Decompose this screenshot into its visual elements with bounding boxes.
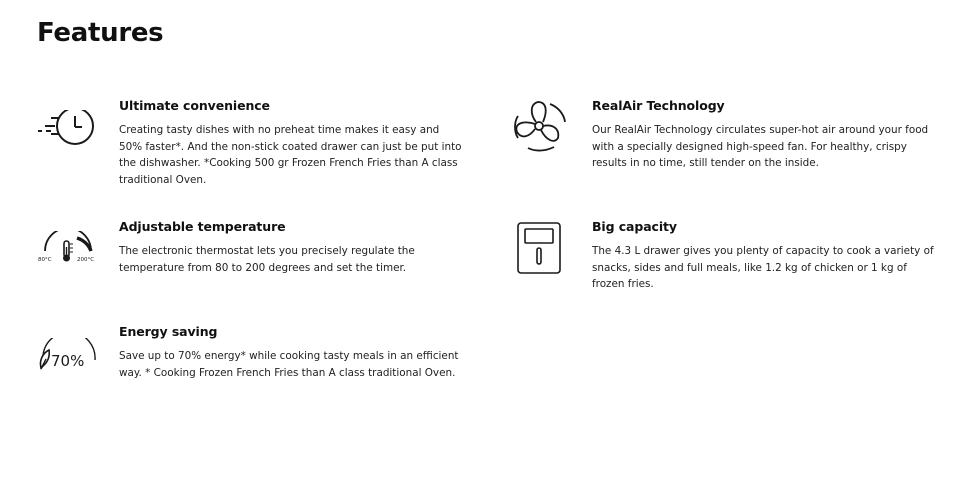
- feature-description: The electronic thermostat lets you precisely regulate the temperature from 80 to 200 degrees and set the timer.: [119, 245, 415, 274]
- feature-title: Ultimate convenience: [119, 98, 270, 113]
- feature-title: Big capacity: [592, 219, 677, 234]
- feature-description: The 4.3 L drawer gives you plenty of capacity to cook a variety of snacks, sides and full meals, like 1.2 kg of chicken or 1 kg of frozen fries.: [592, 245, 934, 291]
- feature-description: Our RealAir Technology circulates super-hot air around your food with a specially designed high-speed fan. For healthy, crispy results in no time, still tender on the inside.: [592, 124, 929, 170]
- air-fryer-icon: [517, 222, 581, 286]
- thermostat-max-label: 200°C: [77, 257, 95, 263]
- feature-title: RealAir Technology: [592, 98, 725, 113]
- feature-title: Energy saving: [119, 324, 218, 339]
- page-title: Features: [37, 18, 164, 48]
- fast-timer-icon: [37, 102, 101, 166]
- feature-description: Save up to 70% energy* while cooking tasty meals in an efficient way. * Cooking Frozen French Fries than A class traditional Oven.: [119, 350, 459, 379]
- thermostat-icon: [37, 231, 101, 295]
- feature-description: Creating tasty dishes with no preheat time makes it easy and 50% faster*. And the non-stick coated drawer can just be put into the dishwasher. *Cooking 500 gr Frozen French Fries than A class traditional Oven.: [119, 124, 462, 186]
- thermostat-min-label: 80°C: [38, 257, 52, 263]
- feature-title: Adjustable temperature: [119, 219, 286, 234]
- energy-saving-icon: [37, 338, 101, 402]
- fan-icon: [510, 98, 574, 162]
- energy-percent-label: 70%: [51, 352, 85, 370]
